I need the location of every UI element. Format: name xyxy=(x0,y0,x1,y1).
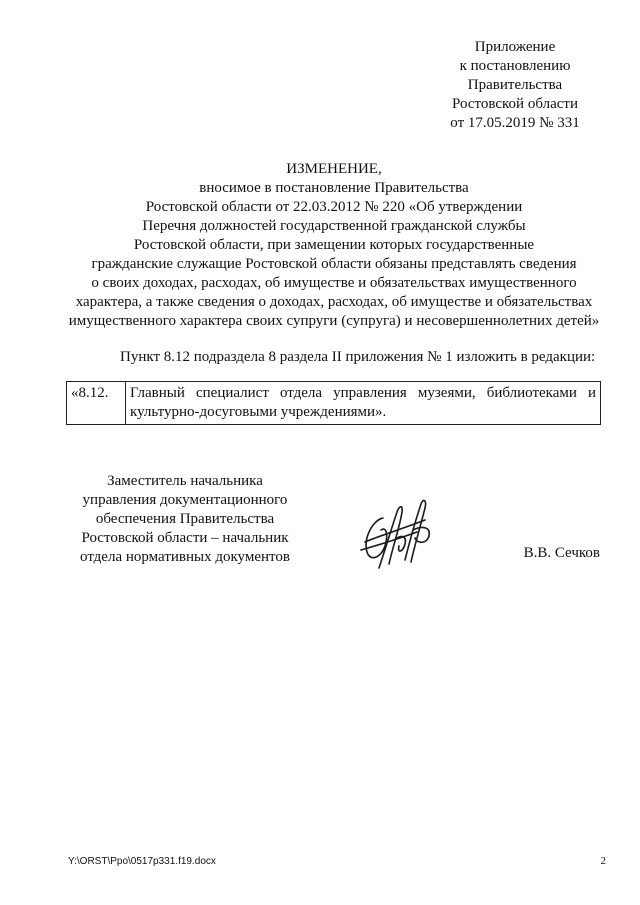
signer-position-line: Заместитель начальника xyxy=(107,473,263,489)
footer-file-path: Y:\ORST\Ppo\0517p331.f19.docx xyxy=(68,856,216,867)
appendix-line: Приложение xyxy=(474,39,556,55)
signer-name: В.В. Сечков xyxy=(523,545,600,561)
document-title xyxy=(40,160,628,331)
title-line: Ростовской области, при замещении которых государственные xyxy=(133,237,535,253)
amendment-instruction: Пункт 8.12 подраздела 8 раздела II приложения № 1 изложить в редакции: xyxy=(120,349,596,365)
handwritten-signature xyxy=(355,490,445,576)
title-line: о своих доходах, расходах, об имуществе и обязательствах имущественного xyxy=(91,275,577,291)
appendix-header xyxy=(420,38,610,133)
title-line: Перечня должностей государственной гражданской службы xyxy=(142,218,526,234)
appendix-line: к постановлению xyxy=(459,58,571,74)
amendment-number: «8.12. xyxy=(67,382,126,425)
table-row xyxy=(67,382,601,425)
title-line: гражданские служащие Ростовской области обязаны представлять сведения xyxy=(91,256,577,272)
title-line: характера, а также сведения о доходах, расходах, об имуществе и обязательствах xyxy=(75,294,593,310)
title-line: Ростовской области от 22.03.2012 № 220 «Об утверждении xyxy=(145,199,523,215)
signer-position-line: Ростовской области – начальник xyxy=(81,530,289,546)
amendment-table xyxy=(66,381,601,425)
appendix-line: Ростовской области xyxy=(452,96,578,112)
signer-position-line: отдела нормативных документов xyxy=(80,549,290,565)
amendment-text: Главный специалист отдела управления музеями, библиотеками и культурно-досуговыми учреждениями». xyxy=(126,382,601,425)
appendix-line: от 17.05.2019 № 331 xyxy=(450,115,580,131)
appendix-line: Правительства xyxy=(467,77,563,93)
title-heading: ИЗМЕНЕНИЕ, xyxy=(286,161,382,177)
signer-position-line: обеспечения Правительства xyxy=(95,511,275,527)
signer-position-line: управления документационного xyxy=(82,492,288,508)
title-line: имущественного характера своих супруги (супруга) и несовершеннолетних детей» xyxy=(68,313,600,329)
signer-position xyxy=(60,472,310,567)
page-number: 2 xyxy=(600,855,606,867)
title-line: вносимое в постановление Правительства xyxy=(199,180,469,196)
